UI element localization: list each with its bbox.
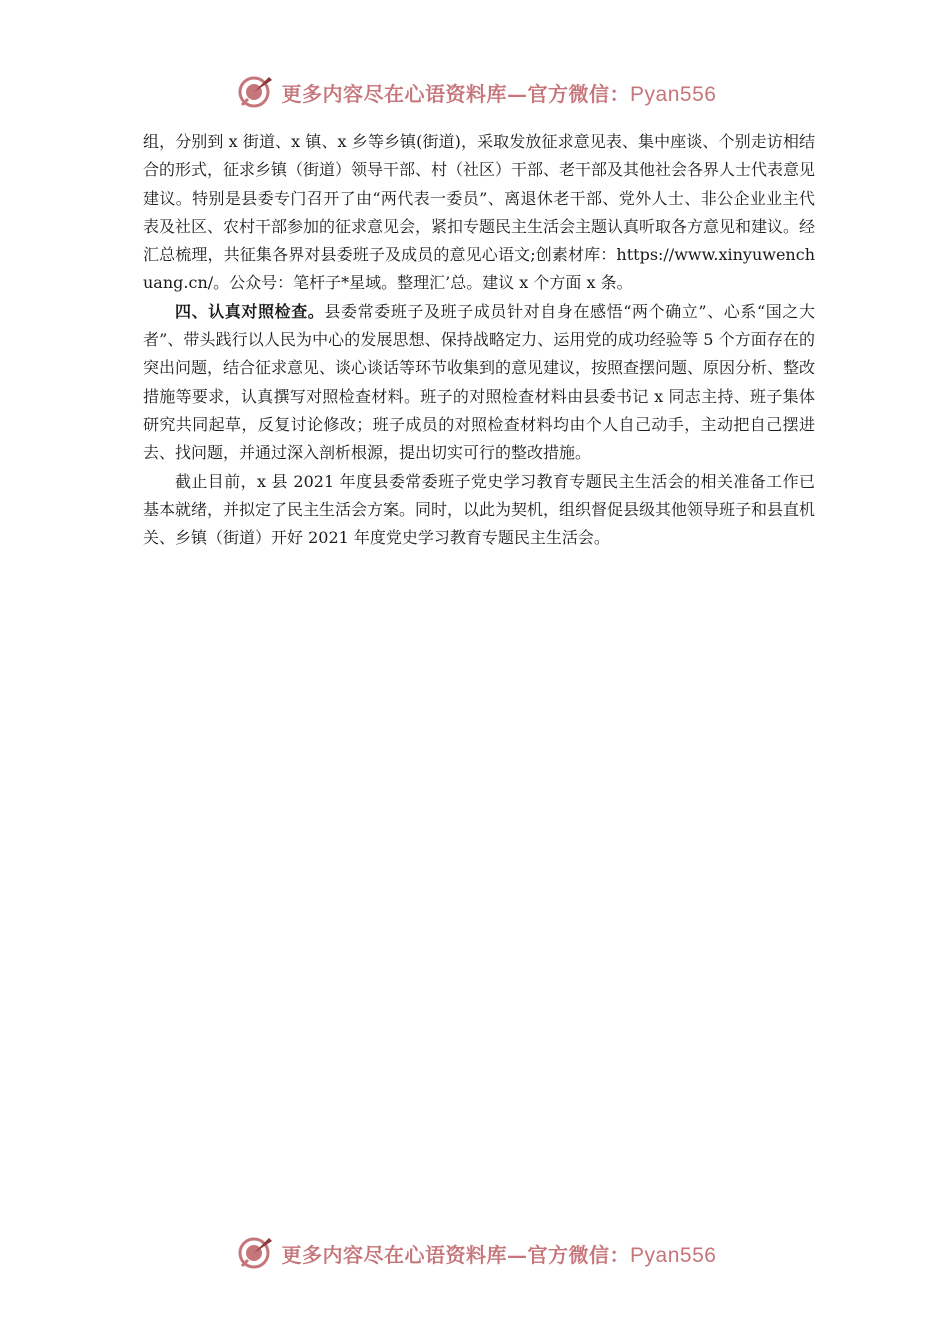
paragraph-2-text: 县委常委班子及班子成员针对自身在感悟“两个确立”、心系“国之大者”、带头践行以人民为中心的发展思想、保持战略定力、运用党的成功经验等 5 个方面存在的突出问题，结合征求意见、谈心谈话等环节收集到的意见建议，按照查摆问题、原因分析、整改措施等要求，认真撰写对照检查材料。班子的对照检查材料由县委书记 x 同志主持、班子集体研究共同起草，反复讨论修改；班子成员的对照检查材料均由个人自己动手，主动把自己摆进去、找问题，并通过深入剖析根源，提出切实可行的整改措施。 [143,301,816,463]
footer-banner-text [282,1239,717,1268]
header-banner-text [282,78,717,107]
document-body [143,128,815,552]
pen-nib-logo-icon [234,71,276,113]
header-banner-id: Pyan556 [630,82,717,106]
footer-banner [0,1231,950,1275]
paragraph-2 [143,298,815,468]
paragraph-1: 组，分别到 x 街道、x 镇、x 乡等乡镇(街道)，采取发放征求意见表、集中座谈、个别走访相结合的形式，征求乡镇（街道）领导干部、村（社区）干部、老干部及其他社会各界人士代表意见建议。特别是县委专门召开了由“两代表一委员”、离退休老干部、党外人士、非公企业业主代表及社区、农村干部参加的征求意见会，紧扣专题民主生活会主题认真听取各方意见和建议。经汇总梳理，共征集各界对县委班子及成员的意见心语文;创素材库：https://www.xinyuwenchuang.cn/。公众号：笔杆子*星域。整理汇’总。建议 x 个方面 x 条。 [143,132,816,293]
section-heading-4: 四、认真对照检查。 [175,301,325,321]
header-banner-cn: 更多内容尽在心语资料库—官方微信： [281,81,631,106]
header-banner [0,70,950,114]
footer-banner-id: Pyan556 [630,1243,717,1267]
pen-nib-logo-icon [234,1232,276,1274]
paragraph-3: 截止目前，x 县 2021 年度县委常委班子党史学习教育专题民主生活会的相关准备工作已基本就绪，并拟定了民主生活会方案。同时，以此为契机，组织督促县级其他领导班子和县直机关、乡镇（街道）开好 2021 年度党史学习教育专题民主生活会。 [143,471,816,548]
footer-banner-cn: 更多内容尽在心语资料库—官方微信： [281,1242,631,1267]
